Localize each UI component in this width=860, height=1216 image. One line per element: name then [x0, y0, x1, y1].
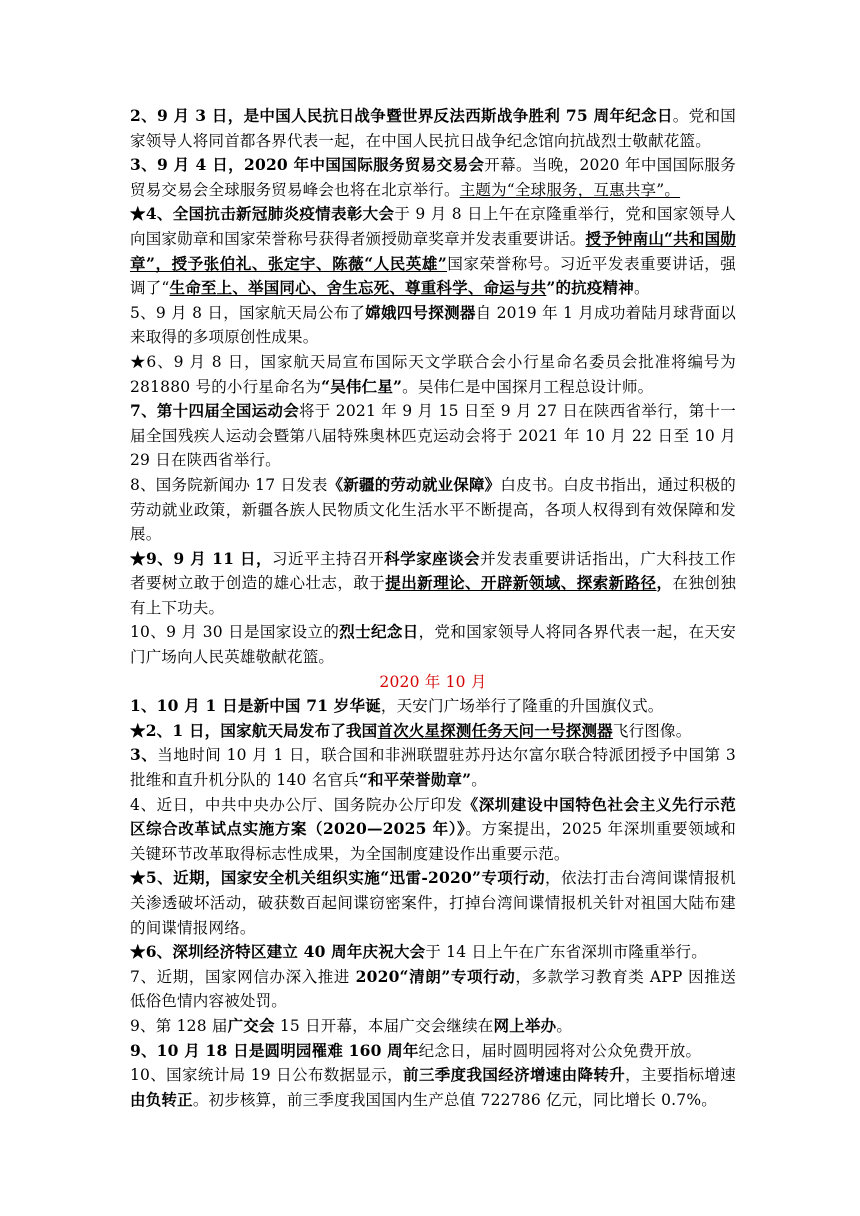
news-item — [130, 350, 736, 399]
emphasis-text: 网上举办 — [493, 1015, 557, 1035]
news-item — [130, 743, 736, 792]
body-text: 于 9 月 8 日上午在京隆重举行，党和国家领导人向国家勋章和国家荣誉称号获得者颁授勋章奖章并发表重要讲话。 — [130, 205, 736, 248]
emphasis-text: ★5、近期，国家安全机关组织实施 — [130, 868, 381, 888]
news-item — [130, 202, 736, 300]
body-text: 并发表重要讲话指出，广大科技工作者要树立敢于创造的雄心壮志，敢于 — [130, 549, 737, 593]
emphasis-text: “和平荣誉勋章” — [358, 770, 472, 790]
body-text: 纪念日，届时圆明园将对公众免费开放。 — [418, 1041, 702, 1060]
body-text: 4、近日，中共中央办公厅、国务院办公厅印发 — [130, 795, 463, 814]
body-text: ★6、9 月 8 日，国家航天局宣布国际天文学联合会小行星命名委员会批准将编号为 281880 号的小行星命名为 — [130, 352, 736, 396]
news-item — [130, 793, 736, 867]
body-text: 白皮书。白皮书指出，通过积极的劳动就业政策，新疆各族人民物质文化生活水平不断提高，各项人权得到有效保障和发展。 — [130, 475, 736, 544]
emphasis-text: ”的抗疫精神 — [546, 278, 634, 298]
news-item — [130, 104, 736, 153]
body-text: 主题为“全球服务，互惠共享”。 — [459, 180, 681, 199]
news-item — [130, 866, 736, 940]
section-title: 2020 年 10 月 — [379, 672, 487, 691]
emphasis-text: 嫦娥四号探测器 — [365, 302, 476, 322]
news-item — [130, 620, 736, 669]
body-text: 飞行图像。 — [612, 721, 692, 740]
body-text: 将于 2021 年 9 月 15 日至 9 月 27 日在陕西省举行，第十一届全国残疾人运动会暨第八届特殊奥林匹克运动会将于 2021 年 10 月 22 日至 10 月 29 日在陕西省举行。 — [130, 402, 736, 470]
news-item — [130, 1063, 736, 1112]
emphasis-text: 中国人民抗日战争暨世界反法西斯战争胜利 75 周年纪念日 — [259, 106, 673, 125]
body-text: 7、近期，国家网信办深入推进 — [130, 967, 356, 986]
body-text: 5、9 月 8 日，国家航天局公布了 — [130, 303, 366, 322]
body-text: 。 — [471, 771, 487, 790]
body-text: 。初步核算，前三季度我国国内生产总值 722786 亿元，同比增长 0.7%。 — [192, 1090, 717, 1109]
body-text: 。 — [556, 1016, 573, 1035]
body-text: ，天安门广场举行了隆重的升国旗仪式。 — [380, 697, 664, 716]
body-text: 8、国务院新闻办 17 日发表 — [130, 475, 328, 494]
emphasis-text: 2020“清朗”专项行动 — [355, 966, 516, 986]
news-item — [130, 1014, 736, 1039]
emphasis-text: 2020 年中国国际服务贸易交易会 — [243, 155, 485, 175]
emphasis-text: 3、9 月 4 日， — [130, 155, 244, 175]
emphasis-text: 科学家座谈会 — [384, 548, 481, 568]
emphasis-text: 首次火星探测任务天问一号探测器 — [377, 720, 613, 740]
body-text: 自 2019 年 1 月成功着陆月球背面以来取得的多项原创性成果。 — [130, 303, 737, 347]
body-text: 15 日开幕，本届广交会继续在 — [274, 1016, 494, 1035]
body-text: 于 14 日上午在广东省深圳市隆重举行。 — [425, 943, 707, 962]
emphasis-text: 71 岁华诞 — [306, 696, 381, 716]
news-item — [130, 965, 736, 1014]
news-item — [130, 694, 736, 719]
body-text: 10、9 月 30 日是国家设立的 — [130, 623, 340, 642]
body-text: 10、国家统计局 19 日公布数据显示， — [130, 1066, 404, 1085]
body-text: 。党和国家领导人将同首都各界代表一起，在中国人民抗日战争纪念馆向抗战烈士敬献花篮。 — [130, 107, 736, 150]
emphasis-text: 2、9 月 3 日，是 — [130, 106, 260, 125]
emphasis-text: 7、第十四届全国运动会 — [130, 401, 299, 421]
news-item — [130, 1039, 736, 1064]
news-item — [130, 547, 736, 621]
emphasis-text: 授予钟南山“共和国勋章”，授予张伯礼、张定宇、陈薇“人民英雄” — [130, 228, 736, 273]
emphasis-text: “吴伟仁星” — [321, 376, 403, 396]
emphasis-text: “迅雷-2020”专项行动 — [380, 868, 546, 888]
news-item — [130, 399, 736, 473]
body-text: 9、第 128 届 — [130, 1016, 228, 1035]
emphasis-text: 广交会 — [227, 1015, 275, 1035]
emphasis-text: ， — [656, 573, 673, 593]
body-text: 在独创独有上下功夫。 — [130, 574, 737, 617]
body-text: 国家荣誉称号。习近平发表重要讲话，强调了“ — [130, 254, 736, 298]
body-text: 。吴伟仁是中国探月工程总设计师。 — [402, 377, 654, 396]
body-text: 当地时间 10 月 1 日，联合国和非洲联盟驻苏丹达尔富尔联合特派团授予中国第 3 批维和直升机分队的 140 名官兵 — [130, 746, 736, 790]
emphasis-text: ★6、深圳经济特区建立 40 周年庆祝大会 — [130, 942, 426, 962]
emphasis-text: 由负转正 — [130, 1089, 193, 1109]
news-item — [130, 153, 736, 202]
body-text: 习近平主持召开 — [272, 549, 385, 568]
news-item — [130, 301, 736, 350]
emphasis-text: 1、10 月 1 日是新中国 — [130, 696, 307, 716]
body-text: ，依法打击台湾间谍情报机关渗透破坏活动，破获数百起间谍窃密案件，打掉台湾间谍情报机关针对祖国大陆布建的间谍情报网络。 — [130, 869, 736, 937]
body-text: 开幕。当晚，2020 年中国国际服务贸易交易会全球服务贸易峰会也将在北京举行。 — [130, 156, 736, 199]
emphasis-text: 圆明园罹难 160 周年 — [264, 1040, 419, 1060]
emphasis-text: 《新疆的劳动就业保障》 — [327, 474, 501, 494]
emphasis-text: ★9、9 月 11 日， — [130, 548, 273, 568]
emphasis-text: 烈士纪念日 — [339, 622, 419, 642]
emphasis-text: 提出新理论、开辟新领域、探索新路径 — [385, 573, 657, 593]
emphasis-text: 9、10 月 18 日是 — [130, 1040, 265, 1060]
emphasis-text: 3、 — [130, 745, 158, 765]
body-text: ，党和国家领导人将同各界代表一起，在天安门广场向人民英雄敬献花篮。 — [130, 623, 736, 667]
emphasis-text: 前三季度我国经济增速由降转升 — [403, 1065, 626, 1085]
news-item — [130, 940, 736, 965]
body-text: 。方案提出，2025 年深圳重要领域和关键环节改革取得标志性成果，为全国制度建设作出重要示范。 — [130, 820, 736, 863]
emphasis-text: 《深圳建设中国特色社会主义先行示范区综合改革试点实施方案（2020—2025 年）》 — [130, 794, 736, 839]
document-page — [130, 104, 736, 1112]
emphasis-text: ★2、1 日，国家航天局发布了我国 — [130, 720, 378, 740]
emphasis-text: ★4、全国抗击新冠肺炎疫情表彰大会 — [130, 204, 395, 224]
emphasis-text: 生命至上、举国同心、舍生忘死、尊重科学、命运与共 — [169, 278, 547, 298]
news-item — [130, 719, 736, 744]
news-item — [130, 473, 736, 547]
body-text: ，多款学习教育类 APP 因推送低俗色情内容被处罚。 — [130, 967, 737, 1011]
body-text: 。 — [633, 279, 650, 298]
body-text: ，主要指标增速 — [625, 1066, 736, 1085]
